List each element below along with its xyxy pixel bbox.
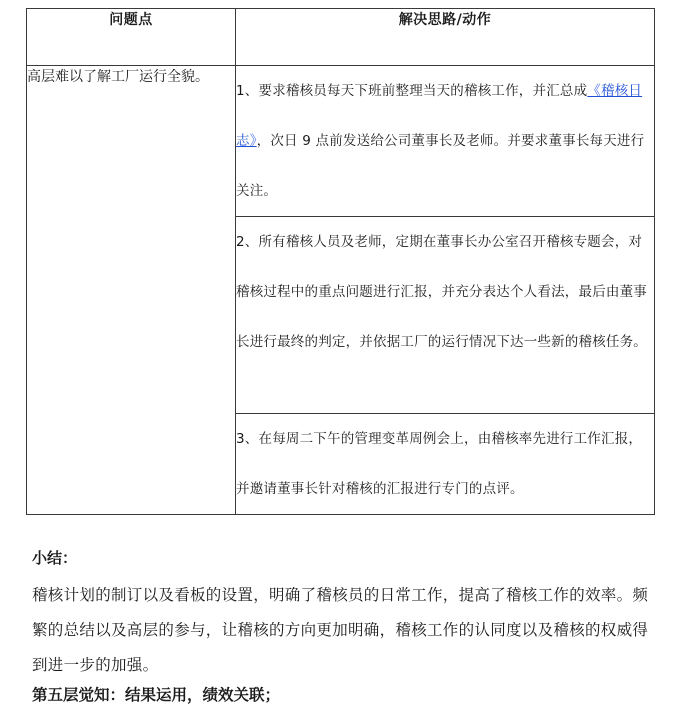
next-section-heading: 第五层觉知：结果运用，绩效关联；: [32, 685, 281, 704]
solution-cell-2: [236, 217, 655, 414]
header-problem: 问题点: [27, 9, 236, 66]
solution-3-text: 3、在每周二下午的管理变革周例会上，由稽核率先进行工作汇报，并邀请董事长针对稽核的汇报进行专门的点评。: [236, 431, 643, 497]
header-solution: 解决思路/动作: [236, 9, 655, 66]
problem-solution-table: [26, 8, 655, 515]
summary-body: 稽核计划的制订以及看板的设置，明确了稽核员的日常工作，提高了稽核工作的效率。频繁的总结以及高层的参与，让稽核的方向更加明确，稽核工作的认同度以及稽核的权威得到进一步的加强。: [32, 586, 649, 674]
summary-title: 小结：: [32, 549, 78, 567]
audit-log-link[interactable]: 《稽核日志》: [236, 83, 643, 149]
table-row: [27, 66, 655, 217]
solution-1-suffix: ，次日 9 点前发送给公司董事长及老师。并要求董事长每天进行关注。: [236, 133, 645, 199]
solution-1-text: 1、要求稽核员每天下班前整理当天的稽核工作，并汇总成: [236, 83, 588, 99]
problem-cell: [27, 66, 236, 515]
problem-text: 高层难以了解工厂运行全貌。: [27, 69, 209, 85]
solution-cell-1: [236, 66, 655, 217]
solution-cell-3: [236, 414, 655, 515]
solution-2-text: 2、所有稽核人员及老师，定期在董事长办公室召开稽核专题会，对稽核过程中的重点问题进行汇报，并充分表达个人看法，最后由董事长进行最终的判定，并依据工厂的运行情况下达一些新的稽核任务。: [236, 234, 647, 350]
